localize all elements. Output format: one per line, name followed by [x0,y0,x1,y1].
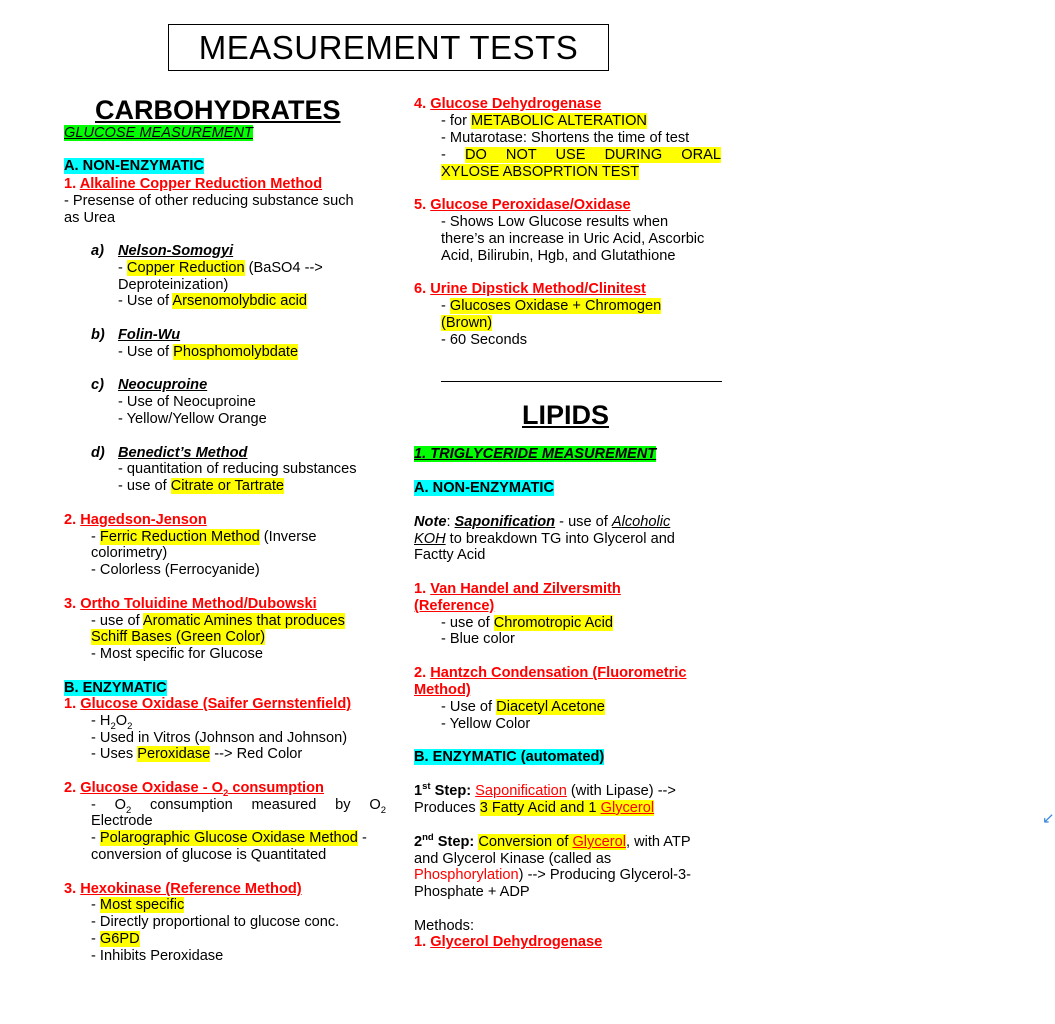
section-divider [441,381,722,382]
text-line: - Mutarotase: Shortens the time of test [441,130,690,146]
text-line: - Use of Phosphomolybdate [118,344,299,360]
text-line: there’s an increase in Uric Acid, Ascorbic [441,231,705,247]
method-van-handel-ref: (Reference) [414,598,495,614]
text-line: Factty Acid [414,547,486,563]
list-letter: c) [91,377,104,393]
text-line: Phosphate + ADP [414,884,530,900]
step-2: 2nd Step: Conversion of Glycerol, with ATP [414,832,691,850]
text-line: - Use of Arsenomolybdic acid [118,293,307,309]
non-enzymatic-label: A. NON-ENZYMATIC [64,158,204,174]
text-line: Deproteinization) [118,277,229,293]
text-line: Electrode [91,813,153,829]
method-glucose-oxidase-o2: 2. Glucose Oxidase - $O_2$ consumption [64,780,324,799]
lipids-heading: LIPIDS [522,400,610,430]
text-line: - Most specific [91,897,185,913]
lipid-non-enzymatic-label: A. NON-ENZYMATIC [414,480,554,496]
text-line: - quantitation of reducing substances [118,461,357,477]
text-line: - use of Citrate or Tartrate [118,478,285,494]
text-line: - Copper Reduction (BaSO4 --> [118,260,323,276]
method-glycerol-dehydrogenase: 1. Glycerol Dehydrogenase [414,934,603,950]
method-alkaline-copper: 1. Alkaline Copper Reduction Method [64,176,323,192]
text-line: - Uses Peroxidase --> Red Color [91,746,303,762]
text-line: - Ferric Reduction Method (Inverse [91,529,317,545]
method-glucose-peroxidase: 5. Glucose Peroxidase/Oxidase [414,197,631,213]
saponification-note: Note: Saponification - use of Alcoholic [414,514,671,530]
method-nelson-somogyi: Nelson-Somogyi [118,243,234,259]
text-line: - use of Chromotropic Acid [441,615,613,631]
list-letter: a) [91,243,104,259]
step-1: 1st Step: Saponification (with Lipase) --> [414,781,676,799]
text-line: - Inhibits Peroxidase [91,948,224,964]
method-hexokinase: 3. Hexokinase (Reference Method) [64,881,302,897]
text-line: - Use of Neocuproine [118,394,256,410]
method-glucose-oxidase: 1. Glucose Oxidase (Saifer Gernstenfield) [64,696,352,712]
method-van-handel: 1. Van Handel and Zilversmith [414,581,621,597]
method-folin-wu: Folin-Wu [118,327,181,343]
text-line: - 60 Seconds [441,332,527,348]
text-line: - Use of Diacetyl Acetone [441,699,605,715]
page-title: MEASUREMENT TESTS [168,24,609,71]
text-line: - $O_2$ consumption measured by $O_2$ [91,797,386,816]
glucose-measurement-subheading: GLUCOSE MEASUREMENT [64,125,253,141]
text-line: (Brown) [441,315,493,331]
method-ortho-toluidine: 3. Ortho Toluidine Method/Dubowski [64,596,317,612]
text-line: - Shows Low Glucose results when [441,214,669,230]
triglyceride-subheading: 1. TRIGLYCERIDE MEASUREMENT [414,446,657,462]
text-line: colorimetry) [91,545,168,561]
carbohydrates-heading: CARBOHYDRATES [95,95,341,125]
text-line: - Directly proportional to glucose conc. [91,914,340,930]
method-hantzch-cont: Method) [414,682,471,698]
list-letter: d) [91,445,105,461]
arrow-icon: ↙ [1042,810,1055,827]
text-line: KOH to breakdown TG into Glycerol and [414,531,675,547]
lipid-enzymatic-label: B. ENZYMATIC (automated) [414,749,605,765]
method-benedict: Benedict’s Method [118,445,248,461]
text-line: - Blue color [441,631,515,647]
method-hantzch: 2. Hantzch Condensation (Fluorometric [414,665,687,681]
text-line: Acid, Bilirubin, Hgb, and Glutathione [441,248,676,264]
text-line: - Polarographic Glucose Oxidase Method - [91,830,367,846]
text-line: - $H_2O_2$ [91,713,133,732]
method-glucose-dehydrogenase: 4. Glucose Dehydrogenase [414,96,602,112]
text-line: and Glycerol Kinase (called as [414,851,612,867]
text-line: Phosphorylation) --> Producing Glycerol-3- [414,867,692,883]
enzymatic-label: B. ENZYMATIC [64,680,167,696]
text-line: - DO NOT USE DURING ORAL [441,147,721,163]
text-line: XYLOSE ABSOPRTION TEST [441,164,640,180]
text-line: - use of Aromatic Amines that produces [91,613,345,629]
text-line: - Glucoses Oxidase + Chromogen [441,298,662,314]
text-line: Schiff Bases (Green Color) [91,629,266,645]
text-line: - Yellow Color [441,716,531,732]
text-line: - Most specific for Glucose [91,646,263,662]
text-line: - for METABOLIC ALTERATION [441,113,647,129]
methods-label: Methods: [414,918,475,934]
method-urine-dipstick: 6. Urine Dipstick Method/Clinitest [414,281,646,297]
text-line: - Used in Vitros (Johnson and Johnson) [91,730,348,746]
text-line: - Colorless (Ferrocyanide) [91,562,260,578]
method-neocuproine: Neocuproine [118,377,208,393]
method-hagedson-jenson: 2. Hagedson-Jenson [64,512,207,528]
text-line: as Urea [64,210,116,226]
list-letter: b) [91,327,105,343]
text-line: - G6PD [91,931,140,947]
text-line: - Yellow/Yellow Orange [118,411,267,427]
text-line: Produces 3 Fatty Acid and 1 Glycerol [414,800,655,816]
text-line: conversion of glucose is Quantitated [91,847,327,863]
text-line: - Presense of other reducing substance such [64,193,354,209]
